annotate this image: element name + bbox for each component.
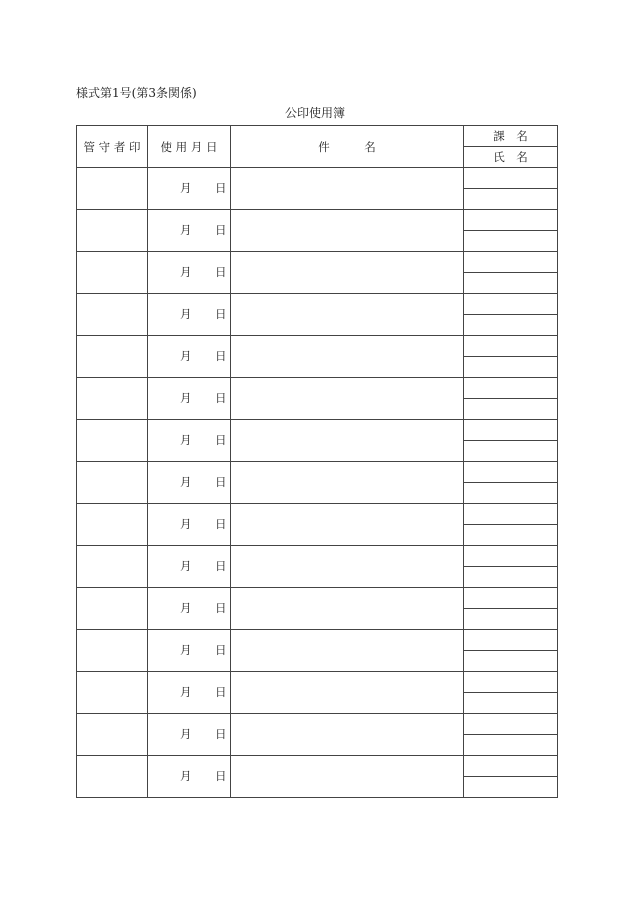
day-label: 日 xyxy=(215,223,227,237)
manager-seal-cell[interactable] xyxy=(77,336,148,378)
day-label: 日 xyxy=(215,349,227,363)
month-label: 月 xyxy=(180,517,192,531)
document-title: 公印使用簿 xyxy=(284,106,345,120)
manager-seal-cell[interactable] xyxy=(77,714,148,756)
division-cell[interactable] xyxy=(464,420,558,441)
day-label: 日 xyxy=(215,559,227,573)
day-label: 日 xyxy=(215,181,227,195)
subject-cell[interactable] xyxy=(231,672,464,714)
day-label: 日 xyxy=(215,517,227,531)
subject-cell[interactable] xyxy=(231,294,464,336)
manager-seal-cell[interactable] xyxy=(77,420,148,462)
table-row xyxy=(77,168,558,189)
subject-cell[interactable] xyxy=(231,168,464,210)
usage-date-cell[interactable] xyxy=(148,336,231,378)
usage-date-cell[interactable] xyxy=(148,420,231,462)
table-row xyxy=(77,504,558,525)
name-cell[interactable] xyxy=(464,525,558,546)
manager-seal-cell[interactable] xyxy=(77,168,148,210)
month-label: 月 xyxy=(180,181,192,195)
day-label: 日 xyxy=(215,727,227,741)
subject-cell[interactable] xyxy=(231,630,464,672)
month-label: 月 xyxy=(180,601,192,615)
subject-cell[interactable] xyxy=(231,252,464,294)
usage-date-cell[interactable] xyxy=(148,252,231,294)
month-label: 月 xyxy=(180,349,192,363)
name-cell[interactable] xyxy=(464,567,558,588)
manager-seal-cell[interactable] xyxy=(77,210,148,252)
month-label: 月 xyxy=(180,433,192,447)
usage-date-cell[interactable] xyxy=(148,210,231,252)
name-cell[interactable] xyxy=(464,609,558,630)
manager-seal-cell[interactable] xyxy=(77,588,148,630)
manager-seal-cell[interactable] xyxy=(77,378,148,420)
usage-date-cell[interactable] xyxy=(148,714,231,756)
month-label: 月 xyxy=(180,265,192,279)
month-label: 月 xyxy=(180,769,192,783)
division-cell[interactable] xyxy=(464,336,558,357)
manager-seal-cell[interactable] xyxy=(77,630,148,672)
day-label: 日 xyxy=(215,685,227,699)
usage-date-cell[interactable] xyxy=(148,630,231,672)
header-division: 課 名 xyxy=(464,126,558,147)
usage-date-cell[interactable] xyxy=(148,168,231,210)
table-row xyxy=(77,462,558,483)
name-cell[interactable] xyxy=(464,273,558,294)
manager-seal-cell[interactable] xyxy=(77,252,148,294)
name-cell[interactable] xyxy=(464,777,558,798)
form-number: 様式第1号(第3条関係) xyxy=(76,86,197,100)
usage-date-cell[interactable] xyxy=(148,294,231,336)
name-cell[interactable] xyxy=(464,357,558,378)
month-label: 月 xyxy=(180,643,192,657)
division-cell[interactable] xyxy=(464,546,558,567)
header-manager-seal: 管 守 者 印 xyxy=(77,126,148,168)
month-label: 月 xyxy=(180,307,192,321)
table-row xyxy=(77,336,558,357)
day-label: 日 xyxy=(215,391,227,405)
day-label: 日 xyxy=(215,643,227,657)
usage-date-cell[interactable] xyxy=(148,504,231,546)
division-cell[interactable] xyxy=(464,168,558,189)
division-cell[interactable] xyxy=(464,378,558,399)
header-name: 氏 名 xyxy=(464,147,558,168)
header-row xyxy=(77,126,558,147)
table-row xyxy=(77,588,558,609)
name-cell[interactable] xyxy=(464,441,558,462)
table-row xyxy=(77,378,558,399)
subject-cell[interactable] xyxy=(231,504,464,546)
month-label: 月 xyxy=(180,391,192,405)
manager-seal-cell[interactable] xyxy=(77,756,148,798)
division-cell[interactable] xyxy=(464,294,558,315)
day-label: 日 xyxy=(215,265,227,279)
subject-cell[interactable] xyxy=(231,714,464,756)
month-label: 月 xyxy=(180,559,192,573)
day-label: 日 xyxy=(215,769,227,783)
table-row xyxy=(77,546,558,567)
usage-date-cell[interactable] xyxy=(148,672,231,714)
division-cell[interactable] xyxy=(464,588,558,609)
day-label: 日 xyxy=(215,601,227,615)
name-cell[interactable] xyxy=(464,399,558,420)
subject-cell[interactable] xyxy=(231,756,464,798)
name-cell[interactable] xyxy=(464,231,558,252)
name-cell[interactable] xyxy=(464,693,558,714)
month-label: 月 xyxy=(180,475,192,489)
subject-cell[interactable] xyxy=(231,462,464,504)
name-cell[interactable] xyxy=(464,651,558,672)
table-row xyxy=(77,756,558,777)
usage-date-cell[interactable] xyxy=(148,756,231,798)
name-cell[interactable] xyxy=(464,315,558,336)
manager-seal-cell[interactable] xyxy=(77,546,148,588)
month-label: 月 xyxy=(180,685,192,699)
subject-cell[interactable] xyxy=(231,378,464,420)
manager-seal-cell[interactable] xyxy=(77,672,148,714)
header-subject: 件 名 xyxy=(231,126,464,168)
day-label: 日 xyxy=(215,433,227,447)
manager-seal-cell[interactable] xyxy=(77,294,148,336)
table-row xyxy=(77,420,558,441)
subject-cell[interactable] xyxy=(231,420,464,462)
division-cell[interactable] xyxy=(464,714,558,735)
manager-seal-cell[interactable] xyxy=(77,462,148,504)
division-cell[interactable] xyxy=(464,756,558,777)
name-cell[interactable] xyxy=(464,189,558,210)
division-cell[interactable] xyxy=(464,630,558,651)
subject-cell[interactable] xyxy=(231,588,464,630)
day-label: 日 xyxy=(215,475,227,489)
month-label: 月 xyxy=(180,727,192,741)
table-row xyxy=(77,672,558,693)
usage-date-cell[interactable] xyxy=(148,378,231,420)
name-cell[interactable] xyxy=(464,735,558,756)
month-label: 月 xyxy=(180,223,192,237)
subject-cell[interactable] xyxy=(231,546,464,588)
division-cell[interactable] xyxy=(464,504,558,525)
table-row xyxy=(77,210,558,231)
usage-date-cell[interactable] xyxy=(148,546,231,588)
division-cell[interactable] xyxy=(464,252,558,273)
division-cell[interactable] xyxy=(464,462,558,483)
day-label: 日 xyxy=(215,307,227,321)
division-cell[interactable] xyxy=(464,672,558,693)
subject-cell[interactable] xyxy=(231,336,464,378)
table-row xyxy=(77,714,558,735)
table-row xyxy=(77,630,558,651)
seal-usage-table xyxy=(76,125,558,798)
usage-date-cell[interactable] xyxy=(148,588,231,630)
subject-cell[interactable] xyxy=(231,210,464,252)
name-cell[interactable] xyxy=(464,483,558,504)
division-cell[interactable] xyxy=(464,210,558,231)
usage-date-cell[interactable] xyxy=(148,462,231,504)
manager-seal-cell[interactable] xyxy=(77,504,148,546)
table-row xyxy=(77,294,558,315)
table-row xyxy=(77,252,558,273)
header-usage-date: 使 用 月 日 xyxy=(148,126,231,168)
